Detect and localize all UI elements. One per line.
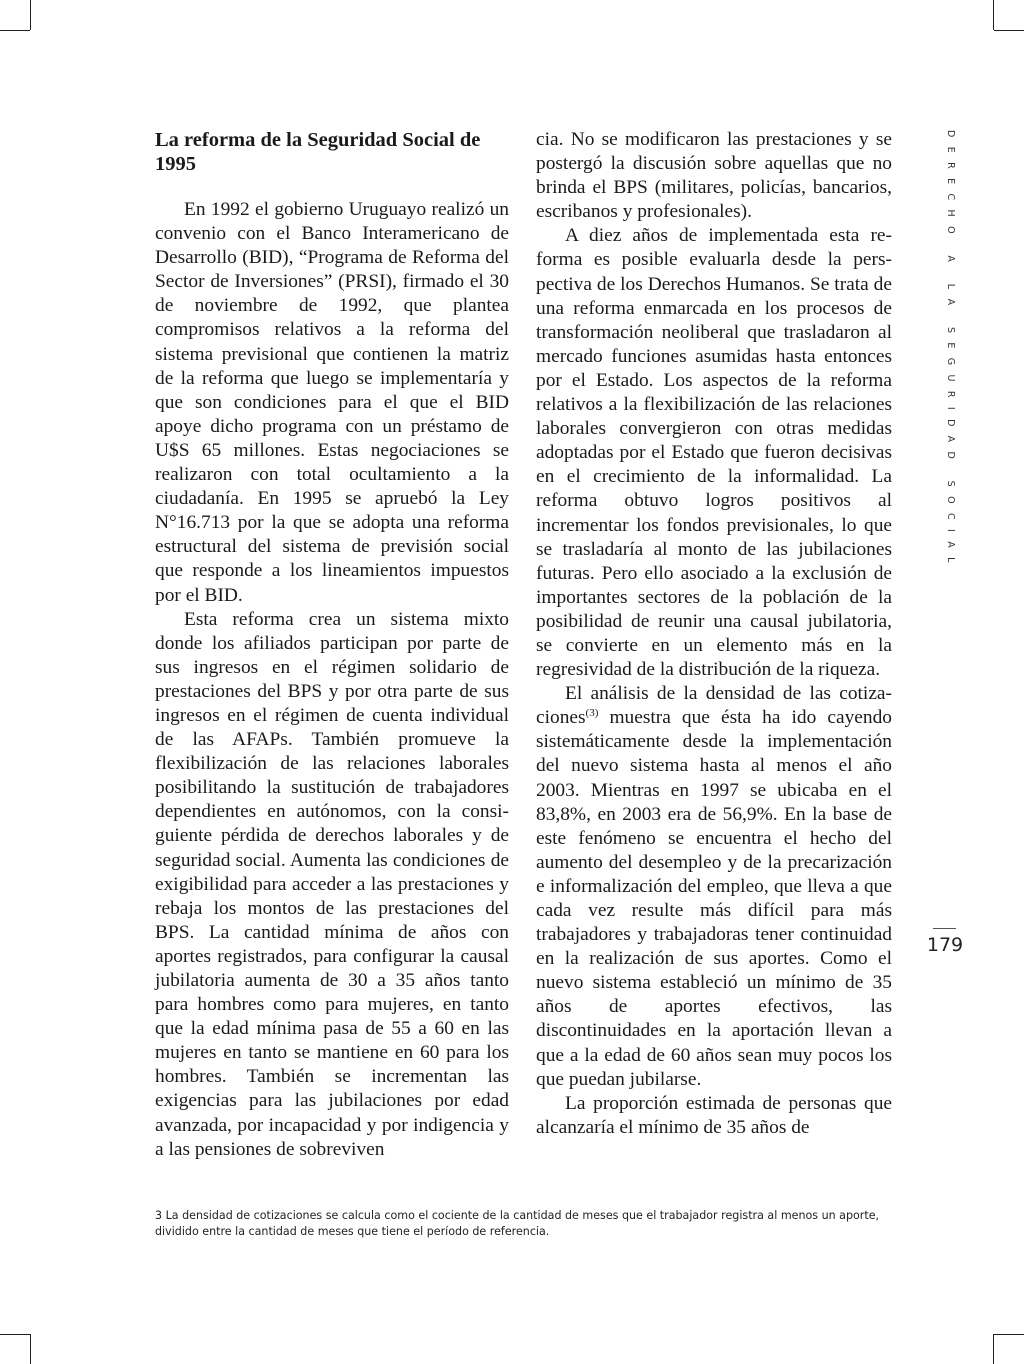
- crop-mark-bottom-left: [0, 1334, 30, 1335]
- crop-mark-top-right: [993, 0, 994, 30]
- section-heading: La reforma de la Seguridad Social de 1995: [155, 129, 481, 175]
- footnote-reference[interactable]: (3): [585, 707, 599, 720]
- running-head: DERECHO A LA SEGURIDAD SOCIAL: [945, 130, 956, 572]
- paragraph-text: muestra que ésta ha ido cayendo sistemáticamente desde la implementación del nuevo sistema hasta al menos el año 2003. Mientras en 1997 se ubicaba en el 83,8%, en 2003 era de 56,9%. En la base de este fenómeno se encuentra el hecho del aumento del desempleo y de la precarización e informalización del empleo, que lleva a que cada vez resulte más difícil para más trabajadores y trabajadoras tener continuidad en la realización de sus aportes. Como el nuevo sistema estableció un mínimo de 35 años de aportes efectivos, las discontinuidades en la aportación llevan a que a la edad de 60 años sean muy pocos los que puedan jubilarse.: [536, 707, 892, 1090]
- right-column: [536, 128, 892, 1140]
- paragraph: A diez años de implementada esta reforma es posible evaluarla desde la perspectiva de los Derechos Humanos. Se trata de una reforma enmarcada en los procesos de transformación neoliberal que trasladaron al mercado funciones asumidas hasta entonces por el Estado. Los aspectos de la reforma relativos a la flexibilización de las relaciones laborales convergieron con otras medidas adoptadas por el Estado que fueron decisivas en el crecimiento de la informalidad. La reforma obtuvo logros positivos al incrementar los fondos previsionales, lo que se trasladaría al monto de las jubilaciones futuras. Pero ello asociado a la exclusión de importantes sectores de la población de la posibilidad de reunir una causal jubilatoria, se convierte en un elemento más en la regresividad de la distribución de la riqueza.: [536, 225, 892, 681]
- left-column: [155, 128, 509, 1162]
- crop-mark-top-right: [994, 30, 1024, 31]
- page-number-rule: [933, 928, 956, 929]
- crop-mark-top-left: [30, 0, 31, 30]
- paragraph: En 1992 el gobierno Uruguayo realizó un convenio con el Banco Interamericano de Desarrollo (BID), “Programa de Reforma del Sector de Inversiones” (PRSI), firmado el 30 de noviembre de 1992, que plantea compromisos relativos a la reforma del sistema previsional que contienen la matriz de la reforma que luego se implementaría y que son condiciones para el que el BID apoye dicho programa con un préstamo de U$S 65 millones. Estas negociaciones se realizaron con total ocultamiento a la ciudadanía. En 1995 se apruebó la Ley N°16.713 por la que se adopta una reforma estructural del sistema de previsión social que responde a los lineamientos impuestos por el BID.: [155, 199, 509, 606]
- crop-mark-bottom-right: [994, 1334, 1024, 1335]
- paragraph: [536, 682, 892, 1092]
- footnote: 3 La densidad de cotizaciones se calcula como el cociente de la cantidad de meses que el trabajador registra al menos un aporte, dividido entre la cantidad de meses que tiene el período de referencia.: [155, 1209, 880, 1238]
- crop-mark-top-left: [0, 30, 30, 31]
- crop-mark-bottom-right: [993, 1334, 994, 1364]
- paragraph-continuation: cia. No se modificaron las prestaciones y se postergó la discusión sobre aquellas que no brinda el BPS (militares, policías, bancarios, escribanos y profesionales).: [536, 129, 892, 223]
- paragraph: La proporción estimada de personas que alcanzaría el mínimo de 35 años de: [536, 1092, 892, 1138]
- paragraph-text: El análisis de la densidad de las cotizaciones: [536, 683, 892, 729]
- paragraph: Esta reforma crea un sistema mixto donde los afiliados participan por parte de sus ingresos en el régimen solidario de prestaciones del BPS y por otra parte de sus ingresos en el régimen de cuenta individual de las AFAPs. También promueve la flexibilización de las relaciones laborales posibilitando la sustitución de trabajadores dependientes en autónomos, con la consiguiente pérdida de derechos laborales y de seguridad social. Aumenta las condiciones de exigibilidad para acceder a las prestaciones y rebaja los montos de las prestaciones del BPS. La cantidad mínima de años con aportes registrados, para configurar la causal jubilatoria aumenta de 30 a 35 años tanto para hombres como para mujeres, en tanto que la edad mínima pasa de 55 a 60 en las mujeres en tanto se mantiene en 60 para los hombres. También se incrementan las exigencias para las jubilaciones por edad avanzada, por incapacidad y por indigencia y a las pensiones de sobreviven: [155, 608, 509, 1160]
- page-number: 179: [926, 934, 964, 956]
- crop-mark-bottom-left: [30, 1334, 31, 1364]
